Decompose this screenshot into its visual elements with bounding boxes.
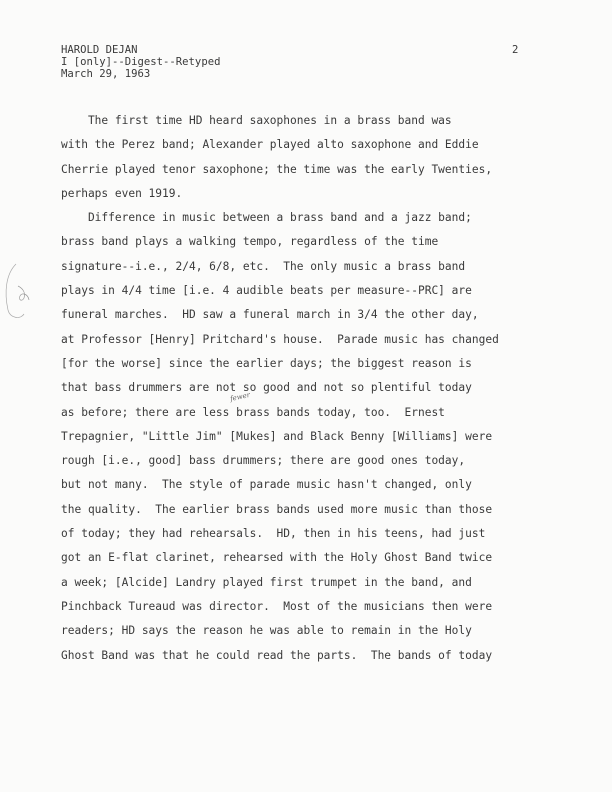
text-line: Trepagnier, "Little Jim" [Mukes] and Black Benny [Williams] were [61, 429, 493, 443]
text-line: with the Perez band; Alexander played alto saxophone and Eddie [61, 138, 479, 152]
text-line: got an E-flat clarinet, rehearsed with the Holy Ghost Band twice [61, 551, 493, 565]
text-line: Difference in music between a brass band and a jazz band; [61, 211, 472, 225]
text-line: Cherrie played tenor saxophone; the time was the early Twenties, [61, 162, 493, 176]
margin-scribble [2, 262, 32, 322]
text-line: rough [i.e., good] bass drummers; there are good ones today, [61, 454, 466, 468]
text-line: brass band plays a walking tempo, regardless of the time [61, 235, 439, 249]
handwritten-insert: fewer [229, 390, 251, 404]
body-text [61, 115, 536, 674]
text-line: the quality. The earlier brass bands used more music than those [61, 502, 493, 516]
header-reel: I [only]--Digest--Retyped [61, 56, 221, 68]
header-name: HAROLD DEJAN [61, 44, 138, 56]
text-line: readers; HD says the reason he was able to remain in the Holy [61, 624, 472, 638]
text-line: [for the worse] since the earlier days; the biggest reason is [61, 356, 472, 370]
document-header [61, 44, 220, 80]
text-line: perhaps even 1919. [61, 186, 183, 200]
page-number: 2 [512, 44, 519, 56]
text-line: of today; they had rehearsals. HD, then in his teens, had just [61, 527, 486, 541]
text-line: as before; there are less brass bands today, too. Ernest [61, 405, 445, 419]
text-line: that bass drummers are not so good and not so plentiful today [61, 381, 472, 395]
text-line: Pinchback Tureaud was director. Most of the musicians then were [61, 599, 493, 613]
text-line: but not many. The style of parade music hasn't changed, only [61, 478, 472, 492]
header-date: March 29, 1963 [61, 68, 151, 80]
text-line: funeral marches. HD saw a funeral march in 3/4 the other day, [61, 308, 479, 322]
text-line: a week; [Alcide] Landry played first trumpet in the band, and [61, 575, 472, 589]
text-line: Ghost Band was that he could read the parts. The bands of today [61, 648, 493, 662]
text-line: at Professor [Henry] Pritchard's house. Parade music has changed [61, 332, 499, 346]
text-line: The first time HD heard saxophones in a brass band was [61, 114, 452, 127]
text-line: plays in 4/4 time [i.e. 4 audible beats per measure--PRC] are [61, 284, 472, 298]
text-line: signature--i.e., 2/4, 6/8, etc. The only music a brass band [61, 259, 466, 273]
